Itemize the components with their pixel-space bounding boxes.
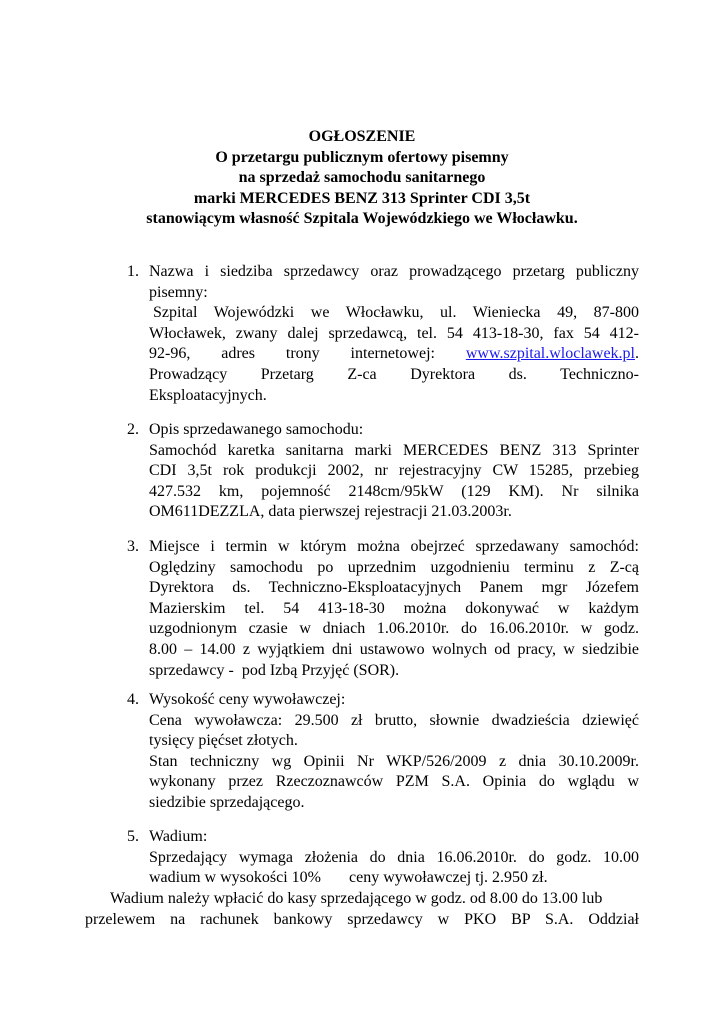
text-line: Mazierskim tel. 54 413-18-30 można dokonywać w każdym [149,599,639,617]
section-inspection [127,537,639,681]
text-line: przelewem na rachunek bankowy sprzedawcy w PKO BP S.A. Oddział [85,910,639,928]
text-line: Sprzedający wymaga złożenia do dnia 16.06.2010r. do godz. 10.00 [149,848,639,866]
section-number: 1. [127,263,139,280]
text-line: wadium w wysokości 10% ceny wywoławczej tj. 2.950 zł. [149,869,548,887]
text-line: Wadium należy wpłacić do kasy sprzedającego w godz. od 8.00 do 13.00 lub [110,890,603,907]
heading-line: na sprzedaż samochodu sanitarnego [238,169,486,186]
text-line: Opis sprzedawanego samochodu: [149,421,364,438]
text-line: tysięcy pięćset złotych. [149,732,298,750]
website-link[interactable]: www.szpital.wloclawek.pl [465,345,635,363]
text-line: Wysokość ceny wywoławczej: [149,691,346,708]
text-line: 427.532 km, pojemność 2148cm/95kW (129 KM). Nr silnika [149,482,639,500]
text-line: Nazwa i siedziba sprzedawcy oraz prowadzącego przetarg publiczny [149,263,639,280]
text-line: Cena wywoławcza: 29.500 zł brutto, słownie dwadzieścia dziewięć [149,711,639,729]
text-fragment: trony [285,345,320,363]
text-fragment: . [635,345,639,363]
text-line: uzgodnionym czasie w dniach 1.06.2010r. do 16.06.2010r. w godz. [149,620,639,638]
text-fragment: internetowej: [350,345,435,363]
announcement-heading [0,127,724,230]
text-line: Stan techniczny wg Opinii Nr WKP/526/2009 z dnia 30.10.2009r. [149,752,639,770]
text-line: Samochód karetka sanitarna marki MERCEDES BENZ 313 Sprinter [149,441,639,459]
text-line: siedzibie sprzedającego. [149,793,305,811]
section-starting-price [127,690,639,814]
text-line: Oględziny samochodu po uprzednim uzgodnieniu terminu z Z-cą [149,558,639,576]
text-line: Szpital Wojewódzki we Włocławku, ul. Wieniecka 49, 87-800 [153,304,639,322]
heading-title: OGŁOSZENIE [308,128,416,145]
section-deposit [127,827,639,889]
text-line: 8.00 – 14.00 z wyjątkiem dni ustawowo wolnych od pracy, w siedzibie [149,640,639,658]
text-line: Miejsce i termin w którym można obejrzeć sprzedawany samochód: [149,538,639,555]
heading-line: marki MERCEDES BENZ 313 Sprinter CDI 3,5t [193,189,531,207]
text-line: Wadium: [149,828,208,845]
text-line: CDI 3,5t rok produkcji 2002, nr rejestracyjny CW 15285, przebieg [149,462,639,480]
text-line: pisemny: [149,283,208,301]
section-number: 2. [127,421,139,438]
text-line: wykonany przez Rzeczoznawców PZM S.A. Opinia do wglądu w [149,773,639,791]
heading-line: stanowiącym własność Szpitala Wojewódzkiego we Włocławku. [146,210,578,227]
section-seller [127,262,639,406]
text-line: Włocławek, zwany dalej sprzedawcą, tel. 54 413-18-30, fax 54 412- [149,324,639,342]
text-line: Prowadzący Przetarg Z-ca Dyrektora ds. Techniczno- [149,365,639,383]
text-fragment: adres [221,345,255,363]
text-fragment: 92-96, [149,345,191,363]
heading-line: O przetargu publicznym ofertowy pisemny [215,148,509,166]
section-number: 3. [127,538,139,555]
section-number: 5. [127,828,139,845]
deposit-payment-paragraph [85,889,639,930]
section-number: 4. [127,691,139,708]
text-line: sprzedawcy - pod Izbą Przyjęć (SOR). [149,661,400,679]
website-link-wrapper [466,344,639,365]
section-vehicle-description [127,420,639,523]
text-line: Eksploatacyjnych. [149,386,267,404]
text-line [149,344,639,365]
text-line: OM611DEZZLA, data pierwszej rejestracji 21.03.2003r. [149,503,512,521]
text-line: Dyrektora ds. Techniczno-Eksploatacyjnych Panem mgr Józefem [149,579,639,597]
